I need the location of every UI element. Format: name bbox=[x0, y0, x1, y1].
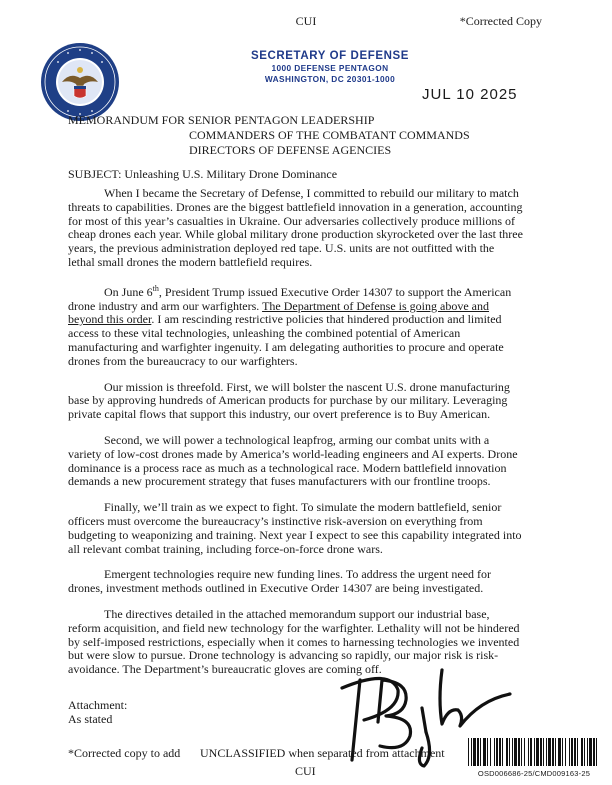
p2-middle: , President Trump issued Executive Order 14307 to support the American drone industry and arm our warfighters. bbox=[68, 284, 512, 313]
letterhead-office: SECRETARY OF DEFENSE bbox=[250, 50, 410, 62]
footer-corrected-note: *Corrected copy to add bbox=[68, 746, 181, 760]
attachment-value: As stated bbox=[68, 712, 113, 726]
department-of-defense-seal-icon bbox=[40, 42, 120, 122]
body-paragraph-4: Second, we will power a technological leapfrog, arming our combat units with a variety of low-cost drones made by America’s world-leading engineers and AI experts. Drone dominance is a process race as much as a technological race. Modern battlefield innovation demands a new procurement strategy that fuses manufacturers with our frontline troops. bbox=[68, 432, 518, 489]
footer-unclassified: UNCLASSIFIED when separated from attachment bbox=[200, 746, 445, 760]
p2-end: . I am rescinding restrictive policies that hindered production and limited access to these vital technologies, unleashing the combined potential of American manufacturing and warfighter ingenuity. I am delegating authorities to procure and operate drones from the bureaucracy to our warfighters. bbox=[68, 312, 504, 368]
memo-line-2: COMMANDERS OF THE COMBATANT COMMANDS bbox=[189, 128, 470, 142]
body-paragraph-2 bbox=[68, 282, 523, 369]
header-classification: CUI bbox=[295, 14, 317, 28]
body-paragraph-3: Our mission is threefold. First, we will bolster the nascent U.S. drone manufacturing base by approving hundreds of American products for purchase by our military. Leveraging private capital flows that support this industry, our overt preference is to Buy American. bbox=[68, 379, 510, 422]
p2-superscript: th bbox=[152, 283, 159, 293]
memo-line-1: MEMORANDUM FOR SENIOR PENTAGON LEADERSHIP bbox=[68, 113, 375, 127]
memo-addressees bbox=[68, 113, 470, 158]
p2-underlined: The Department of Defense is going above and beyond this order bbox=[68, 298, 489, 327]
memo-body bbox=[68, 187, 523, 689]
attachment-label: Attachment: bbox=[68, 698, 128, 712]
letterhead bbox=[140, 50, 520, 84]
body-paragraph-5: Finally, we’ll train as we expect to fight. To simulate the modern battlefield, senior officers must overcome the bureaucracy’s instinctive risk-aversion on everything from budgeting to weaponizing and training. Next year I expect to see this capability integrated into all relevant combat training, including force-on-force drone wars. bbox=[68, 500, 522, 556]
memo-date: JUL 10 2025 bbox=[422, 86, 518, 103]
body-paragraph-6: Emergent technologies require new funding lines. To address the urgent need for drones, investment methods outlined in Executive Order 14307 are being investigated. bbox=[68, 567, 492, 596]
body-paragraph-7: The directives detailed in the attached memorandum support our industrial base, reform acquisition, and field new technology for the warfighter. Lethality will not be hindered by self-imposed restrictions, especially when it comes to harnessing technologies we invented but were slow to pursue. Drone technology is advancing so rapidly, our major risk is risk-avoidance. The Department’s bureaucratic gloves are coming off. bbox=[68, 606, 520, 677]
corrected-copy-note: *Corrected Copy bbox=[459, 14, 542, 28]
p2-start: On June 6 bbox=[104, 284, 153, 299]
memo-subject: SUBJECT: Unleashing U.S. Military Drone Dominance bbox=[68, 167, 338, 181]
document-control-number: OSD006686-25/CMD009163-25 bbox=[477, 769, 591, 778]
memo-line-3: DIRECTORS OF DEFENSE AGENCIES bbox=[189, 143, 392, 157]
letterhead-address-line1: 1000 DEFENSE PENTAGON bbox=[271, 63, 389, 73]
letterhead-address-line2: WASHINGTON, DC 20301-1000 bbox=[264, 74, 396, 84]
barcode-icon bbox=[468, 738, 598, 766]
attachment-block bbox=[68, 698, 127, 726]
footer-classification: CUI bbox=[295, 764, 316, 778]
body-paragraph-1: When I became the Secretary of Defense, I committed to rebuild our military to match threats to capabilities. Drones are the biggest battlefield innovation in a generation, accounting for most of this year’s casualties in Ukraine. Our adversaries collectively produce millions of cheap drones each year. While global military drone production skyrocketed over the last three years, the previous administration deployed red tape. U.S. units are not outfitted with the lethal small drones the modern battlefield requires. bbox=[68, 186, 523, 269]
